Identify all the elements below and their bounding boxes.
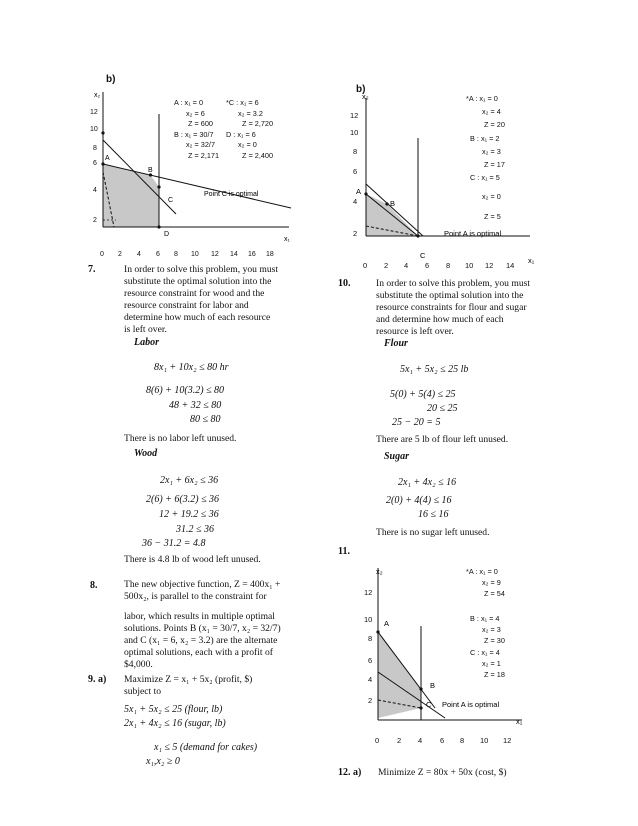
graph1-note: Point C is optimal <box>204 191 259 198</box>
graph3-chart <box>360 560 540 748</box>
p10-sugar-heading: Sugar <box>384 451 410 462</box>
p8-line <box>124 603 281 611</box>
p7-wood-eq-0: 2x₁ + 6x₂ ≤ 36 <box>160 475 219 486</box>
graph2-xtick: 8 <box>446 261 451 270</box>
p7-line: resource constraint for wood and the <box>124 288 265 299</box>
graph3-xtick: 12 <box>503 736 512 745</box>
p7-labor-eq-2: 48 + 32 ≤ 80 <box>169 400 222 411</box>
sol-line: x₂ = 0 <box>238 140 257 149</box>
p10-line: substitute the optimal solution into the <box>376 290 524 301</box>
graph1-xtick: 14 <box>230 251 238 258</box>
p8-number: 8. <box>90 580 98 591</box>
graph3-xtick: 4 <box>418 736 423 745</box>
p7-labor-result: There is no labor left unused. <box>124 433 237 444</box>
graph1-ytick: 2 <box>93 217 97 224</box>
graph1-solutions-left <box>174 98 219 161</box>
p7-number: 7. <box>88 264 96 275</box>
graph1-xtick: 12 <box>211 251 219 258</box>
graph2-axis-y: x₂ <box>362 92 369 101</box>
graph2-xtick: 0 <box>363 261 368 270</box>
sol-line: *A : x₁ = 0 <box>466 567 498 576</box>
graph1-xtick: 18 <box>266 251 274 258</box>
sol-line: Z = 2,400 <box>242 150 274 160</box>
graph1-point-c: C <box>168 197 174 204</box>
p10-sugar-eq-0: 2x₁ + 4x₂ ≤ 16 <box>398 477 457 488</box>
p8-line: optimal solutions, each with a profit of <box>124 647 273 658</box>
graph2-ytick: 8 <box>353 147 358 156</box>
graph3-ytick: 8 <box>368 634 373 643</box>
graph1-ytick: 10 <box>90 126 98 133</box>
sol-line: Z = 17 <box>484 160 505 170</box>
p10-line: In order to solve this problem, you must <box>376 278 531 289</box>
p10-flour-result: There are 5 lb of flour left unused. <box>376 434 509 445</box>
sol-line: x₂ = 6 <box>186 108 205 118</box>
graph1-label: b) <box>106 74 116 85</box>
p9-line: subject to <box>124 686 162 697</box>
graph2-axis-x: x₁ <box>528 256 535 265</box>
p9-line: Maximize Z = x₁ + 5x₂ (profit, $) <box>124 674 253 685</box>
sol-line: C : x₁ = 4 <box>470 647 500 657</box>
graph3-point-a: A <box>384 619 390 628</box>
sol-line: x₂ = 32/7 <box>186 140 215 149</box>
graph1-point-a: A <box>105 155 110 162</box>
graph3-solutions <box>466 566 505 680</box>
sol-line: B : x₁ = 30/7 <box>174 129 214 139</box>
p10-sugar-eq-2: 16 ≤ 16 <box>418 509 449 520</box>
graph2-point-b: B <box>390 199 396 208</box>
p12-number: 12. a) <box>338 767 362 778</box>
p7-wood-result: There is 4.8 lb of wood left unused. <box>124 554 261 565</box>
p8-text <box>124 579 281 671</box>
p10-flour-eq-3: 25 − 20 = 5 <box>392 417 441 428</box>
p8-line: labor, which results in multiple optimal <box>124 611 275 622</box>
graph3-ytick: 2 <box>368 696 373 705</box>
p8-line: solutions. Points B (x₁ = 30/7, x₂ = 32/7) <box>124 623 281 634</box>
graph3-feasible-region <box>378 632 421 718</box>
p7-labor-eq-3: 80 ≤ 80 <box>190 414 221 425</box>
graph2-xtick: 14 <box>506 261 515 270</box>
p9-constraint: x₁ ≤ 5 (demand for cakes) <box>154 742 258 753</box>
p10-line: resource constraints for flour and sugar <box>376 302 527 313</box>
graph3-ytick: 6 <box>368 656 373 665</box>
graph2-xtick: 4 <box>404 261 409 270</box>
sol-line: D : x₁ = 6 <box>226 129 256 139</box>
p7-line: is left over. <box>124 324 167 335</box>
sol-line: B : x₁ = 4 <box>470 614 500 624</box>
sol-line: C : x₁ = 5 <box>470 173 500 183</box>
p10-flour-heading: Flour <box>384 338 408 349</box>
graph3-xtick: 6 <box>440 736 445 745</box>
graph3-point-c: C <box>426 700 432 709</box>
p8-line: 500x₂, is parallel to the constraint for <box>124 591 267 602</box>
sol-line: x₂ = 0 <box>482 192 501 202</box>
graph3-axis-x: x₁ <box>516 717 523 726</box>
p7-line: resource constraint for labor and <box>124 300 249 311</box>
graph2-xtick: 2 <box>384 261 389 270</box>
sol-line: Z = 54 <box>484 589 505 599</box>
sol-line: x₂ = 9 <box>482 578 501 588</box>
graph3-point-b: B <box>430 681 436 690</box>
graph3-ytick: 12 <box>364 588 373 597</box>
p9-text <box>124 674 252 698</box>
sol-line: B : x₁ = 2 <box>470 133 500 143</box>
sol-line: Z = 2,720 <box>242 119 274 128</box>
graph1-xtick: 4 <box>137 251 141 258</box>
p10-sugar-eq-1: 2(0) + 4(4) ≤ 16 <box>386 495 452 506</box>
graph1-ytick: 4 <box>93 187 97 194</box>
graph1-xtick: 10 <box>191 251 199 258</box>
graph2-label: b) <box>356 84 366 95</box>
graph3-xtick: 0 <box>375 736 380 745</box>
sol-line: x₂ = 3 <box>482 625 501 635</box>
graph2-xtick: 10 <box>465 261 474 270</box>
graph2-ytick: 10 <box>350 128 359 137</box>
graph2-solutions <box>466 92 505 223</box>
p7-text <box>124 264 278 336</box>
graph1-ytick: 12 <box>90 109 98 116</box>
graph2-ytick: 4 <box>353 197 358 206</box>
p8-line: The new objective function, Z = 400x₁ + <box>124 579 281 590</box>
graph1-axis-y: x₂ <box>94 92 101 99</box>
p7-wood-eq-1: 2(6) + 6(3.2) ≤ 36 <box>146 494 220 505</box>
p11-number: 11. <box>338 546 350 557</box>
graph2-ytick: 6 <box>353 167 358 176</box>
graph1-xtick: 8 <box>174 251 178 258</box>
p7-line: substitute the optimal solution into the <box>124 276 272 287</box>
p9-constraints <box>124 703 226 731</box>
graph2-chart <box>340 90 540 270</box>
p7-wood-eq-4: 36 − 31.2 = 4.8 <box>142 538 206 549</box>
graph1-point-b: B <box>148 167 153 174</box>
graph1-xtick: 2 <box>118 251 122 258</box>
graph1-xtick: 0 <box>100 251 104 258</box>
graph2-note: Point A is optimal <box>444 229 502 238</box>
graph1-xtick: 6 <box>156 251 160 258</box>
graph1-solutions-right <box>226 98 273 161</box>
graph3-xtick: 10 <box>480 736 489 745</box>
p12-text: Minimize Z = 80x + 50x (cost, $) <box>378 767 507 778</box>
sol-line: x₂ = 1 <box>482 658 501 668</box>
p10-number: 10. <box>338 278 351 289</box>
p10-text <box>376 278 530 338</box>
sol-line: x₂ = 4 <box>482 107 501 117</box>
p7-wood-eq-3: 31.2 ≤ 36 <box>176 524 214 535</box>
p7-labor-eq-0: 8x₁ + 10x₂ ≤ 80 hr <box>154 362 229 373</box>
sol-line: Z = 30 <box>484 636 505 646</box>
graph1-ytick: 6 <box>93 160 97 167</box>
graph1-axis-x: x₁ <box>284 236 290 243</box>
graph3-axis-y: x₂ <box>376 567 383 576</box>
graph3-xtick: 2 <box>397 736 402 745</box>
sol-line: Z = 20 <box>484 120 505 130</box>
p10-flour-eq-2: 20 ≤ 25 <box>427 403 458 414</box>
graph2-ytick: 12 <box>350 111 359 120</box>
sol-line: Z = 2,171 <box>188 150 220 160</box>
sol-line: Z = 5 <box>484 211 501 221</box>
p9-number: 9. a) <box>88 674 107 685</box>
p7-labor-eq-1: 8(6) + 10(3.2) ≤ 80 <box>146 385 225 396</box>
p9-constraints2 <box>146 741 257 769</box>
p10-flour-eq-0: 5x₁ + 5x₂ ≤ 25 lb <box>400 364 469 375</box>
graph2-point-c: C <box>420 251 426 260</box>
graph3-note: Point A is optimal <box>442 700 500 709</box>
p8-line: $4,000. <box>124 659 153 670</box>
graph2-point-a: A <box>356 187 362 196</box>
sol-line: Z = 600 <box>188 119 213 128</box>
p10-sugar-result: There is no sugar left unused. <box>376 527 490 538</box>
sol-line: *C : x₁ = 6 <box>226 98 259 107</box>
sol-line: *A : x₁ = 0 <box>466 94 498 103</box>
p9-constraint: 2x₁ + 4x₂ ≤ 16 (sugar, lb) <box>124 718 226 729</box>
p10-line: and determine how much of each <box>376 314 504 325</box>
p9-constraint: x₁,x₂ ≥ 0 <box>146 756 180 767</box>
graph1-xtick: 16 <box>248 251 256 258</box>
graph3-ytick: 10 <box>364 615 373 624</box>
graph1-point-d: D <box>164 231 170 238</box>
p9-constraint: 5x₁ + 5x₂ ≤ 25 (flour, lb) <box>124 704 223 715</box>
p10-line: resource is left over. <box>376 326 454 337</box>
p7-labor-heading: Labor <box>134 337 159 348</box>
p8-line: and C (x₁ = 6, x₂ = 3.2) are the alternate <box>124 635 278 646</box>
p7-line: In order to solve this problem, you must <box>124 264 279 275</box>
sol-line: Z = 18 <box>484 669 505 679</box>
graph2-xtick: 12 <box>485 261 494 270</box>
p7-line: determine how much of each resource <box>124 312 271 323</box>
graph1-ytick: 8 <box>93 145 97 152</box>
graph2-ytick: 2 <box>353 229 358 238</box>
p7-wood-heading: Wood <box>134 448 158 459</box>
sol-line: x₂ = 3 <box>482 146 501 156</box>
graph3-ytick: 4 <box>368 675 373 684</box>
sol-line: A : x₁ = 0 <box>174 98 204 107</box>
p7-wood-eq-2: 12 + 19.2 ≤ 36 <box>159 509 219 520</box>
graph3-xtick: 8 <box>460 736 465 745</box>
p10-flour-eq-1: 5(0) + 5(4) ≤ 25 <box>390 389 456 400</box>
graph2-xtick: 6 <box>425 261 430 270</box>
sol-line: x₂ = 3.2 <box>238 108 263 118</box>
